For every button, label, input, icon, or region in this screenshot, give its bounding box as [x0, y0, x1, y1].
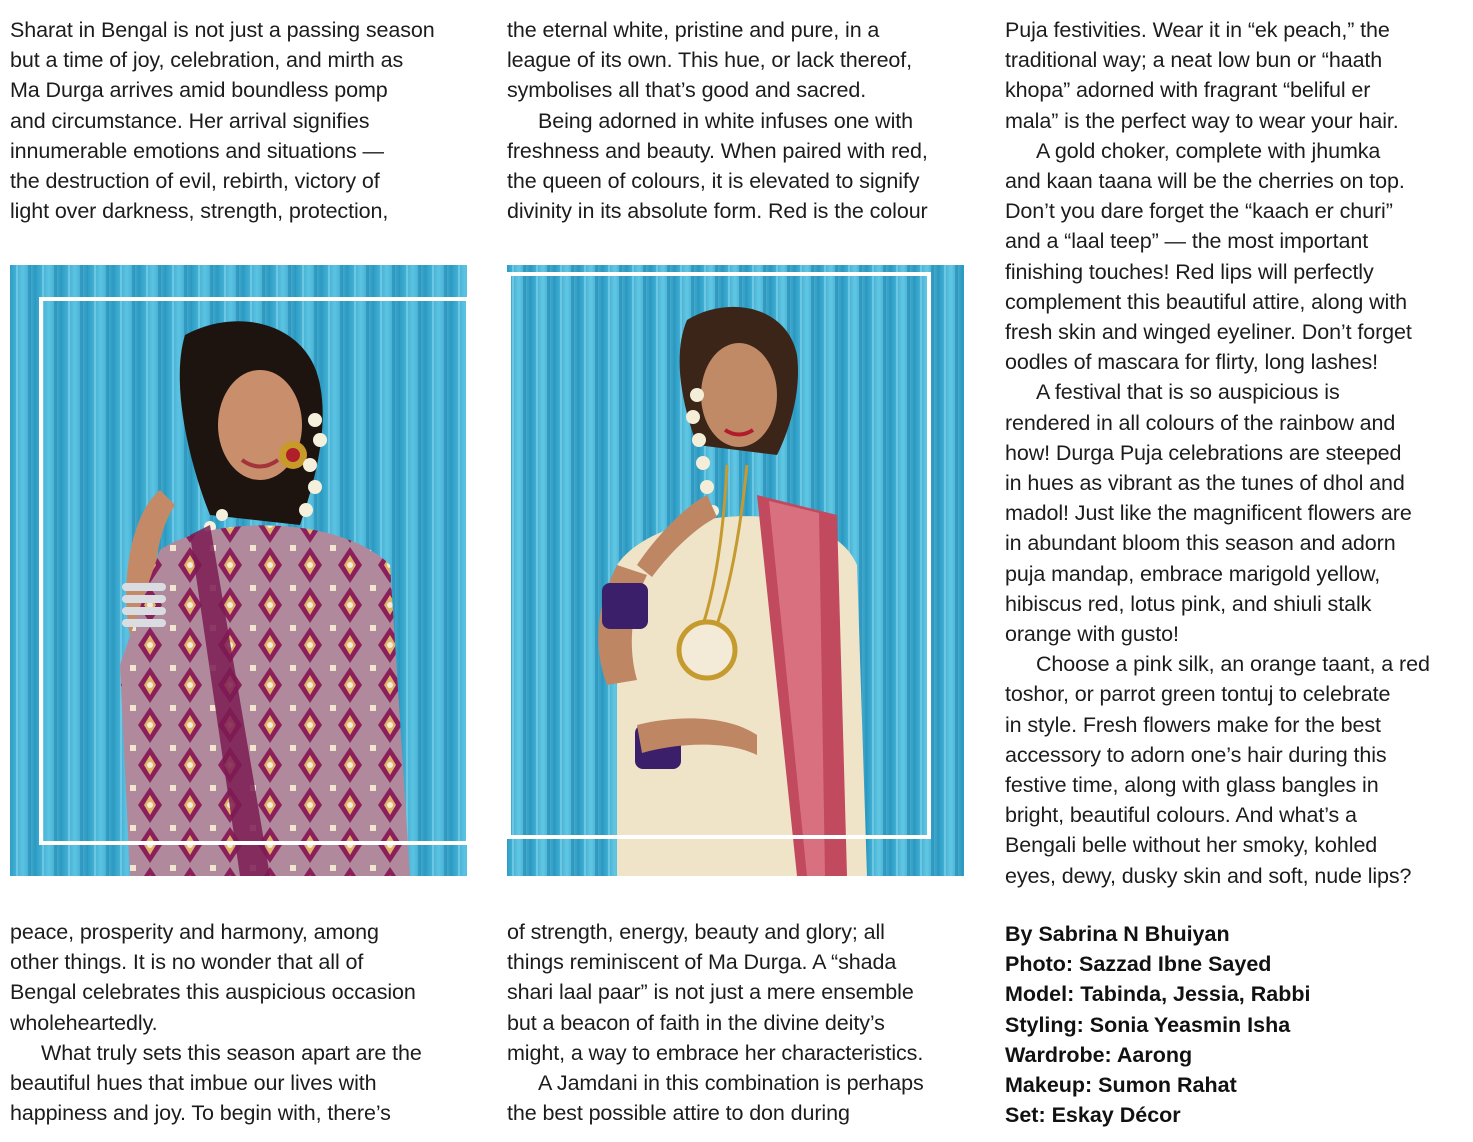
text-line: of strength, energy, beauty and glory; all — [507, 920, 885, 944]
text-line: khopa” adorned with fragrant “beliful er — [1005, 78, 1371, 103]
text-line: freshness and beauty. When paired with red, — [507, 138, 928, 163]
text-line: might, a way to embrace her characteristics. — [507, 1040, 924, 1065]
credits-block — [1005, 919, 1310, 1130]
text-line: beautiful hues that imbue our lives with — [10, 1071, 377, 1096]
credit-makeup: Makeup: Sumon Rahat — [1005, 1073, 1237, 1098]
text-line: orange with gusto! — [1005, 622, 1179, 647]
text-line: toshor, or parrot green tontuj to celebrate — [1005, 682, 1391, 707]
text-line: What truly sets this season apart are the — [41, 1040, 422, 1065]
photo-model-white-red-saree — [507, 265, 964, 876]
text-line: symbolises all that’s good and sacred. — [507, 78, 867, 103]
article-column-1-top — [10, 15, 480, 226]
text-line: and kaan taana will be the cherries on top. — [1005, 169, 1405, 194]
text-line: A Jamdani in this combination is perhaps — [538, 1071, 924, 1096]
text-line: the eternal white, pristine and pure, in a — [507, 18, 880, 42]
credit-styling: Styling: Sonia Yeasmin Isha — [1005, 1012, 1291, 1037]
text-line: and a “laal teep” — the most important — [1005, 229, 1369, 254]
article-column-3 — [1005, 15, 1470, 891]
credit-model: Model: Tabinda, Jessia, Rabbi — [1005, 982, 1311, 1007]
article-column-2-top — [507, 15, 977, 226]
photo-illustration-2 — [507, 265, 964, 876]
text-line: but a beacon of faith in the divine deity’s — [507, 1010, 885, 1035]
text-line: things reminiscent of Ma Durga. A “shada — [507, 950, 897, 975]
credit-photo: Photo: Sazzad Ibne Sayed — [1005, 952, 1272, 977]
text-line: in hues as vibrant as the tunes of dhol and — [1005, 471, 1405, 496]
text-line: rendered in all colours of the rainbow and — [1005, 410, 1396, 435]
text-line: wholeheartedly. — [10, 1010, 158, 1035]
text-line: Choose a pink silk, an orange taant, a red — [1036, 652, 1430, 677]
text-line: divinity in its absolute form. Red is the colour — [507, 199, 928, 224]
text-line: innumerable emotions and situations — — [10, 138, 384, 163]
text-line: Ma Durga arrives amid boundless pomp — [10, 78, 388, 103]
text-line: complement this beautiful attire, along with — [1005, 289, 1407, 314]
photo-model-patterned-saree — [10, 265, 467, 876]
text-line: Being adorned in white infuses one with — [538, 108, 913, 133]
text-line: accessory to adorn one’s hair during this — [1005, 742, 1387, 767]
text-line: eyes, dewy, dusky skin and soft, nude lips? — [1005, 863, 1412, 888]
text-line: bright, beautiful colours. And what’s a — [1005, 803, 1357, 828]
credit-byline: By Sabrina N Bhuiyan — [1005, 922, 1230, 946]
text-line: A gold choker, complete with jhumka — [1036, 138, 1381, 163]
text-line: mala” is the perfect way to wear your hair. — [1005, 108, 1399, 133]
text-line: madol! Just like the magnificent flowers are — [1005, 501, 1412, 526]
article-column-2-bottom — [507, 917, 977, 1128]
text-line: traditional way; a neat low bun or “haath — [1005, 48, 1383, 73]
text-line: in style. Fresh flowers make for the best — [1005, 712, 1381, 737]
text-line: other things. It is no wonder that all of — [10, 950, 364, 975]
text-line: Puja festivities. Wear it in “ek peach,” the — [1005, 18, 1390, 42]
text-line: league of its own. This hue, or lack thereof, — [507, 48, 913, 73]
text-line: the queen of colours, it is elevated to signify — [507, 169, 920, 194]
text-line: and circumstance. Her arrival signifies — [10, 108, 370, 133]
text-line: oodles of mascara for flirty, long lashes! — [1005, 350, 1379, 375]
text-line: finishing touches! Red lips will perfectly — [1005, 259, 1374, 284]
text-line: Don’t you dare forget the “kaach er churi” — [1005, 199, 1393, 224]
text-line: peace, prosperity and harmony, among — [10, 920, 379, 944]
text-line: the best possible attire to don during — [507, 1101, 850, 1126]
text-line: how! Durga Puja celebrations are steeped — [1005, 440, 1402, 465]
photo-illustration-1 — [10, 265, 467, 876]
text-line: happiness and joy. To begin with, there’s — [10, 1101, 391, 1126]
text-line: fresh skin and winged eyeliner. Don’t forget — [1005, 320, 1412, 345]
text-line: Bengali belle without her smoky, kohled — [1005, 833, 1378, 858]
text-line: the destruction of evil, rebirth, victory of — [10, 169, 380, 194]
text-line: A festival that is so auspicious is — [1036, 380, 1340, 405]
text-line: festive time, along with glass bangles in — [1005, 773, 1379, 798]
text-line: shari laal paar” is not just a mere ensemble — [507, 980, 914, 1005]
text-line: puja mandap, embrace marigold yellow, — [1005, 561, 1381, 586]
article-column-1-bottom — [10, 917, 480, 1128]
text-line: but a time of joy, celebration, and mirth as — [10, 48, 404, 73]
credit-set: Set: Eskay Décor — [1005, 1103, 1181, 1128]
text-line: hibiscus red, lotus pink, and shiuli stalk — [1005, 591, 1372, 616]
text-line: in abundant bloom this season and adorn — [1005, 531, 1396, 556]
text-line: light over darkness, strength, protection, — [10, 199, 389, 224]
text-line: Bengal celebrates this auspicious occasion — [10, 980, 416, 1005]
credit-wardrobe: Wardrobe: Aarong — [1005, 1042, 1193, 1067]
text-line: Sharat in Bengal is not just a passing season — [10, 18, 435, 42]
